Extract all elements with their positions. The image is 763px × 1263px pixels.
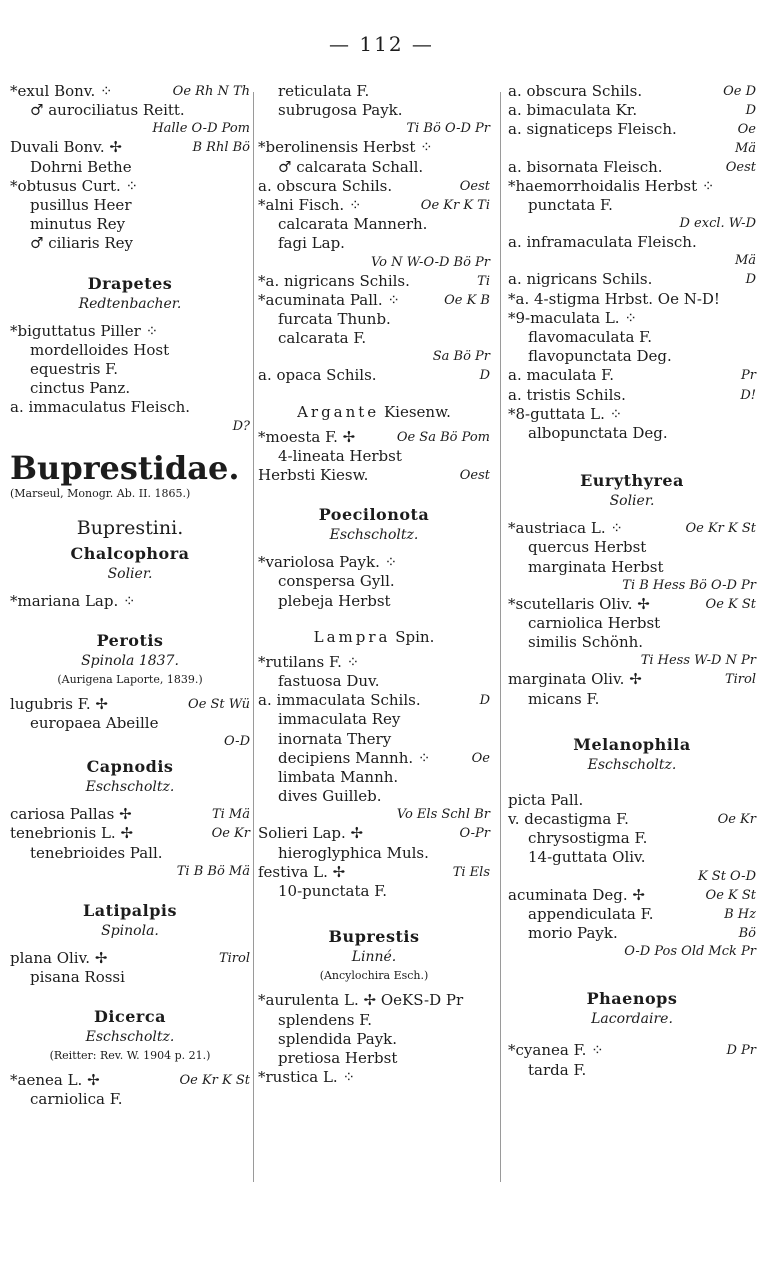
genus-note: (Ancylochira Esch.) [319, 969, 429, 983]
species-entry: *8-guttata L. ⁘ [508, 404, 623, 423]
aberration-entry: a. signaticeps Fleisch. Oe [508, 120, 756, 139]
synonym-entry: splendida Payk. [278, 1029, 398, 1048]
synonym-entry: carniolica Herbst [528, 614, 661, 633]
column-right [508, 82, 756, 1080]
synonym-entry: immaculata Rey [278, 710, 401, 729]
species-entry: *haemorrhoidalis Herbst ⁘ [508, 176, 715, 195]
synonym-entry: tarda F. [528, 1060, 587, 1079]
column-middle [258, 82, 490, 1087]
synonym-entry: furcata Thunb. [278, 310, 391, 329]
genus-author: Eschscholtz. [329, 527, 419, 544]
aberration-entry: a. nigricans Schils. D [508, 270, 756, 289]
species-entry: *cyanea F. ⁘ D Pr [508, 1041, 756, 1060]
synonym-entry: fagi Lap. [278, 234, 345, 253]
species-entry: *moesta F. ✢ Oe Sa Bö Pom [258, 427, 490, 446]
genus-author: Lacordaire. [591, 1011, 673, 1028]
synonym-entry: splendens F. [278, 1010, 373, 1029]
locality-line: Mä [734, 253, 756, 269]
species-entry: *rutilans F. ⁘ [258, 652, 360, 671]
synonym-entry: ♂ ciliaris Rey [30, 234, 134, 253]
species-entry: *acuminata Pall. ⁘ Oe K B [258, 290, 490, 309]
species-entry: acuminata Deg. ✢ Oe K St [508, 885, 756, 904]
species-entry: lugubris F. ✢ Oe St Wü [10, 694, 250, 713]
variety-entry: v. decastigma F. Oe Kr [508, 810, 756, 829]
synonym-entry: ♂ aurociliatus Reitt. [30, 101, 185, 120]
synonym-entry: pretiosa Herbst [278, 1048, 398, 1067]
synonym-entry: flavopunctata Deg. [528, 347, 672, 366]
genus-author: Redtenbacher. [78, 295, 182, 312]
species-entry: *obtusus Curt. ⁘ [10, 176, 139, 195]
locality-line: D excl. W-D [679, 216, 756, 232]
locality-line: Ti B Hess Bö O-D Pr [622, 577, 756, 593]
synonym-entry: europaea Abeille [30, 714, 159, 733]
synonym-entry: quercus Herbst [528, 538, 647, 557]
genus-heading: Buprestis [328, 927, 420, 947]
subgenus-heading: Argante Kiesenw. [297, 402, 451, 421]
genus-author: Solier. [107, 565, 153, 582]
column-divider [500, 92, 501, 1182]
synonym-entry: minutus Rey [30, 215, 126, 234]
aberration-entry: a. obscura Schils. Oest [258, 176, 490, 195]
synonym-entry: micans F. [528, 689, 600, 708]
locality-line: K St O-D [697, 868, 756, 884]
aberration-entry: a. maculata F. Pr [508, 366, 756, 385]
locality-line: O-D Pos Old Mck Pr [624, 944, 756, 960]
species-entry: marginata Oliv. ✢ Tirol [508, 670, 756, 689]
synonym-entry: conspersa Gyll. [278, 572, 395, 591]
species-entry: *exul Bonv. ⁘ Oe Rh N Th [10, 82, 250, 100]
genus-heading: Capnodis [86, 757, 174, 777]
synonym-entry: morio Payk. Bö [528, 924, 756, 943]
genus-author: Solier. [609, 493, 655, 510]
synonym-entry: tenebrioides Pall. [30, 843, 163, 862]
synonym-entry: dives Guilleb. [278, 787, 382, 806]
locality-line: Ti Hess W-D N Pr [640, 653, 756, 669]
species-entry: *biguttatus Piller ⁘ [10, 321, 159, 340]
column-divider [253, 92, 254, 1182]
genus-note: (Aurigena Laporte, 1839.) [57, 672, 203, 686]
species-entry: *berolinensis Herbst ⁘ [258, 138, 433, 157]
synonym-entry: calcarata F. [278, 329, 367, 348]
genus-note: (Reitter: Rev. W. 1904 p. 21.) [49, 1049, 211, 1063]
synonym-entry: carniolica F. [30, 1090, 123, 1109]
locality-line: Ti B Bö Mä [176, 863, 250, 879]
synonym-entry: similis Schönh. [528, 633, 644, 652]
species-entry: *9-maculata L. ⁘ [508, 308, 637, 327]
tribe-heading: Buprestini. [76, 516, 184, 539]
genus-heading: Perotis [96, 630, 164, 650]
species-entry: plana Oliv. ✢ Tirol [10, 948, 250, 967]
species-entry: *aurulenta L. ✢ OeKS-D Pr [258, 991, 464, 1010]
synonym-entry: flavomaculata F. [528, 328, 652, 347]
aberration-entry: a. immaculata Schils. D [258, 691, 490, 710]
genus-author: Spinola. [101, 922, 159, 939]
synonym-entry: appendiculata F. B Hz [528, 904, 756, 923]
synonym-entry: mordelloides Host [30, 340, 170, 359]
synonym-entry: subrugosa Payk. [278, 101, 403, 120]
aberration-entry: a. tristis Schils. D! [508, 385, 756, 404]
aberration-entry: a. bimaculata Kr. D [508, 101, 756, 120]
synonym-entry: Dohrni Bethe [30, 157, 132, 176]
genus-heading: Phaenops [586, 989, 678, 1009]
species-entry: *rustica L. ⁘ [258, 1068, 356, 1087]
genus-heading: Latipalpis [83, 900, 177, 920]
genus-heading: Melanophila [573, 734, 691, 754]
locality-line: Vo N W-O-D Bö Pr [370, 254, 490, 270]
synonym-entry: chrysostigma F. [528, 829, 648, 848]
synonym-entry: 10-punctata F. [278, 882, 388, 901]
genus-heading: Eurythyrea [580, 471, 684, 491]
species-entry: *austriaca L. ⁘ Oe Kr K St [508, 519, 756, 538]
synonym-entry: fastuosa Duv. [278, 672, 380, 691]
synonym-entry: marginata Herbst [528, 557, 664, 576]
locality-line: D? [232, 418, 250, 434]
species-entry: festiva L. ✢ Ti Els [258, 862, 490, 881]
page-number: — 112 — [329, 32, 434, 56]
species-entry: picta Pall. [508, 790, 584, 809]
aberration-entry: a. bisornata Fleisch. Oest [508, 157, 756, 176]
genus-heading: Chalcophora [70, 543, 190, 563]
species-entry: Solieri Lap. ✢ O-Pr [258, 824, 490, 843]
aberration-entry: a. obscura Schils. Oe D [508, 82, 756, 100]
subgenus-heading: Lampra Spin. [313, 627, 435, 646]
synonym-entry: inornata Thery [278, 729, 392, 748]
genus-author: Eschscholtz. [587, 756, 677, 773]
locality-line: Vo Els Schl Br [396, 807, 490, 823]
synonym-entry: pusillus Heer [30, 196, 132, 215]
locality-line: Sa Bö Pr [432, 349, 490, 365]
synonym-entry: albopunctata Deg. [528, 424, 668, 443]
locality-line: Halle O-D Pom [152, 121, 250, 137]
genus-author: Eschscholtz. [85, 779, 175, 796]
synonym-entry: reticulata F. [278, 82, 370, 100]
synonym-entry: hieroglyphica Muls. [278, 843, 429, 862]
species-entry: *alni Fisch. ⁘ Oe Kr K Ti [258, 196, 490, 215]
aberration-entry: *a. 4-stigma Hrbst. Oe N-D! [508, 289, 720, 308]
genus-heading: Drapetes [87, 273, 173, 293]
aberration-entry: a. inframaculata Fleisch. [508, 233, 697, 252]
synonym-entry: punctata F. [528, 196, 613, 215]
species-entry: *aenea L. ✢ Oe Kr K St [10, 1071, 250, 1090]
column-left [10, 82, 250, 1110]
synonym-entry: plebeja Herbst [278, 591, 391, 610]
species-entry: *variolosa Payk. ⁘ [258, 553, 398, 572]
aberration-entry: a. opaca Schils. D [258, 366, 490, 385]
genus-author: Spinola 1837. [81, 652, 179, 669]
genus-author: Eschscholtz. [85, 1029, 175, 1046]
synonym-entry: equestris F. [30, 360, 119, 379]
aberration-entry: *a. nigricans Schils. Ti [258, 271, 490, 290]
species-entry: Herbsti Kiesw. Oest [258, 466, 490, 485]
synonym-entry: calcarata Mannerh. [278, 215, 428, 234]
genus-heading: Poecilonota [318, 505, 430, 525]
synonym-entry: 4-lineata Herbst [278, 446, 402, 465]
species-entry: *mariana Lap. ⁘ [10, 591, 136, 610]
synonym-entry: decipiens Mannh. ⁘ Oe [278, 748, 490, 767]
species-entry: *scutellaris Oliv. ✢ Oe K St [508, 594, 756, 613]
species-entry: cariosa Pallas ✢ Ti Mä [10, 805, 250, 824]
synonym-entry: pisana Rossi [30, 968, 125, 987]
genus-heading: Dicerca [94, 1007, 166, 1027]
synonym-entry: cinctus Panz. [30, 379, 131, 398]
species-entry: Duvali Bonv. ✢ B Rhl Bö [10, 138, 250, 157]
locality-line: Mä [734, 140, 756, 156]
synonym-entry: ♂ calcarata Schall. [278, 157, 424, 176]
family-reference: (Marseul, Monogr. Ab. II. 1865.) [10, 486, 191, 500]
genus-author: Linné. [351, 949, 397, 966]
species-entry: tenebrionis L. ✢ Oe Kr [10, 824, 250, 843]
synonym-entry: limbata Mannh. [278, 768, 399, 787]
locality-line: Ti Bö O-D Pr [406, 121, 490, 137]
locality-line: O-D [224, 734, 250, 750]
family-heading: Buprestidae. [10, 448, 240, 487]
synonym-entry: 14-guttata Oliv. [528, 848, 646, 867]
aberration-entry: a. immaculatus Fleisch. [10, 398, 191, 417]
